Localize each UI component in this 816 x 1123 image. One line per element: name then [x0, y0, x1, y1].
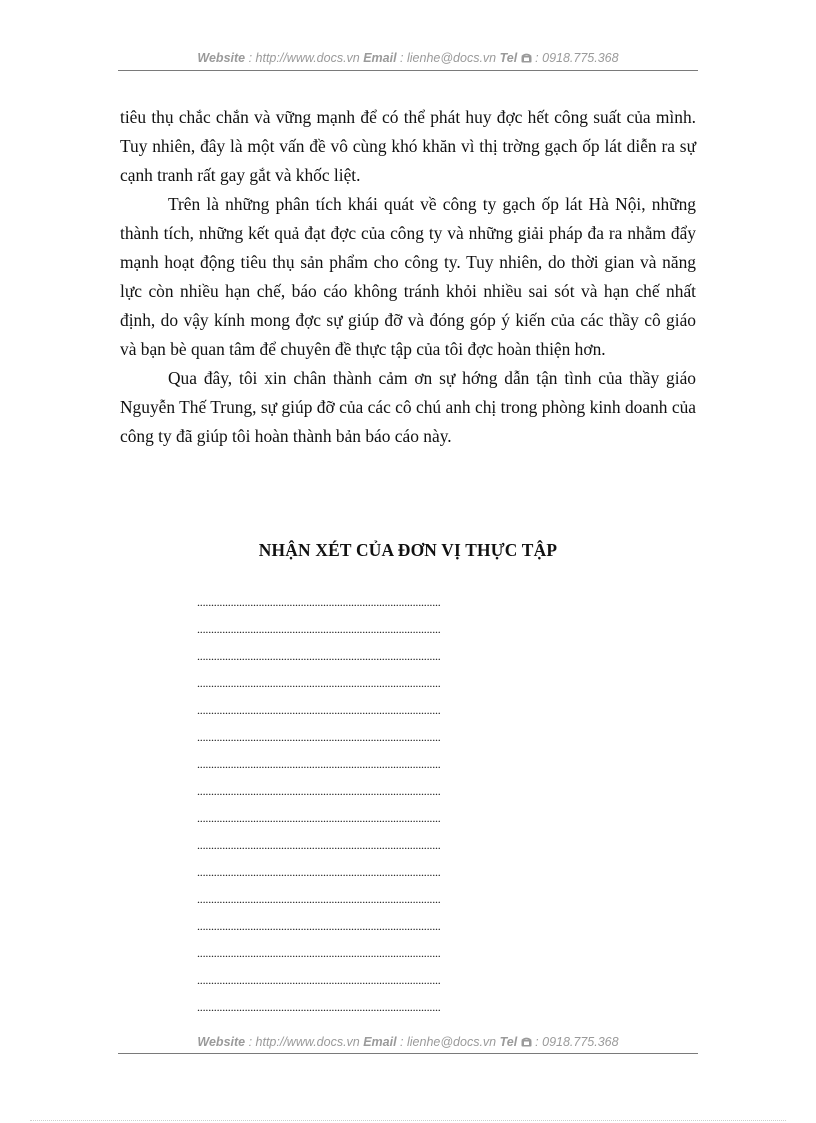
email-label: Email [363, 1035, 397, 1049]
paragraph: Qua đây, tôi xin chân thành cảm ơn sự hớng dẫn tận tình của thầy giáo Nguyễn Thế Trung, sự giúp đỡ của các cô chú anh chị trong phòng kinh doanh của công ty đã giúp tôi hoàn thành bản báo cáo này. [120, 368, 696, 446]
comment-line: ....................................................................................... [197, 811, 441, 825]
comment-line: ....................................................................................... [197, 892, 441, 906]
comment-line: ....................................................................................... [197, 595, 441, 609]
website-label: Website [197, 1035, 246, 1049]
tel-number: : 0918.775.368 [531, 51, 619, 65]
comment-line: ....................................................................................... [197, 703, 441, 717]
comment-lines [197, 591, 517, 1023]
comment-line: ....................................................................................... [197, 649, 441, 663]
tel-number: : 0918.775.368 [531, 1035, 619, 1049]
comment-line: ....................................................................................... [197, 676, 441, 690]
comment-line: ....................................................................................... [197, 757, 441, 771]
tel-label: Tel [499, 1035, 518, 1049]
comment-line: ....................................................................................... [197, 865, 441, 879]
email-label: Email [363, 51, 397, 65]
comment-line: ....................................................................................... [197, 838, 441, 852]
email-address[interactable]: : lienhe@docs.vn [396, 1035, 500, 1049]
paragraph: Trên là những phân tích khái quát về công ty gạch ốp lát Hà Nội, những thành tích, những kết quả đạt đợc của công ty và những giải pháp đa ra nhằm đẩy mạnh hoạt động tiêu thụ sản phẩm cho công ty. Tuy nhiên, do thời gian và năng lực còn nhiều hạn chế, báo cáo không tránh khỏi nhiều sai sót và hạn chế nhất định, do vậy kính mong đợc sự giúp đỡ và đóng góp ý kiến của các thầy cô giáo và bạn bè quan tâm để chuyên đề thực tập của tôi đợc hoàn thiện hơn. [120, 194, 696, 359]
paragraph: tiêu thụ chắc chắn và vững mạnh để có thể phát huy đợc hết công suất của mình. Tuy nhiên, đây là một vấn đề vô cùng khó khăn vì thị trờng gạch ốp lát diễn ra sự cạnh tranh rất gay gắt và khốc liệt. [120, 107, 696, 185]
page-header [118, 51, 698, 65]
comment-line: ....................................................................................... [197, 784, 441, 798]
body-text [120, 103, 696, 451]
page-footer [118, 1035, 698, 1049]
section-title: NHẬN XÉT CỦA ĐƠN VỊ THỰC TẬP [258, 540, 558, 560]
phone-icon [521, 1035, 532, 1049]
website-label: Website [197, 51, 246, 65]
footer-rule [118, 1053, 698, 1054]
website-url[interactable]: : http://www.docs.vn [245, 1035, 364, 1049]
comment-line: ....................................................................................... [197, 730, 441, 744]
comment-line: ....................................................................................... [197, 622, 441, 636]
email-address[interactable]: : lienhe@docs.vn [396, 51, 500, 65]
page-edge-divider [30, 1120, 786, 1121]
header-rule [118, 70, 698, 71]
phone-icon [521, 51, 532, 65]
comment-line: ....................................................................................... [197, 919, 441, 933]
comment-line: ....................................................................................... [197, 946, 441, 960]
comment-line: ....................................................................................... [197, 1000, 441, 1014]
website-url[interactable]: : http://www.docs.vn [245, 51, 364, 65]
tel-label: Tel [499, 51, 518, 65]
comment-line: ....................................................................................... [197, 973, 441, 987]
